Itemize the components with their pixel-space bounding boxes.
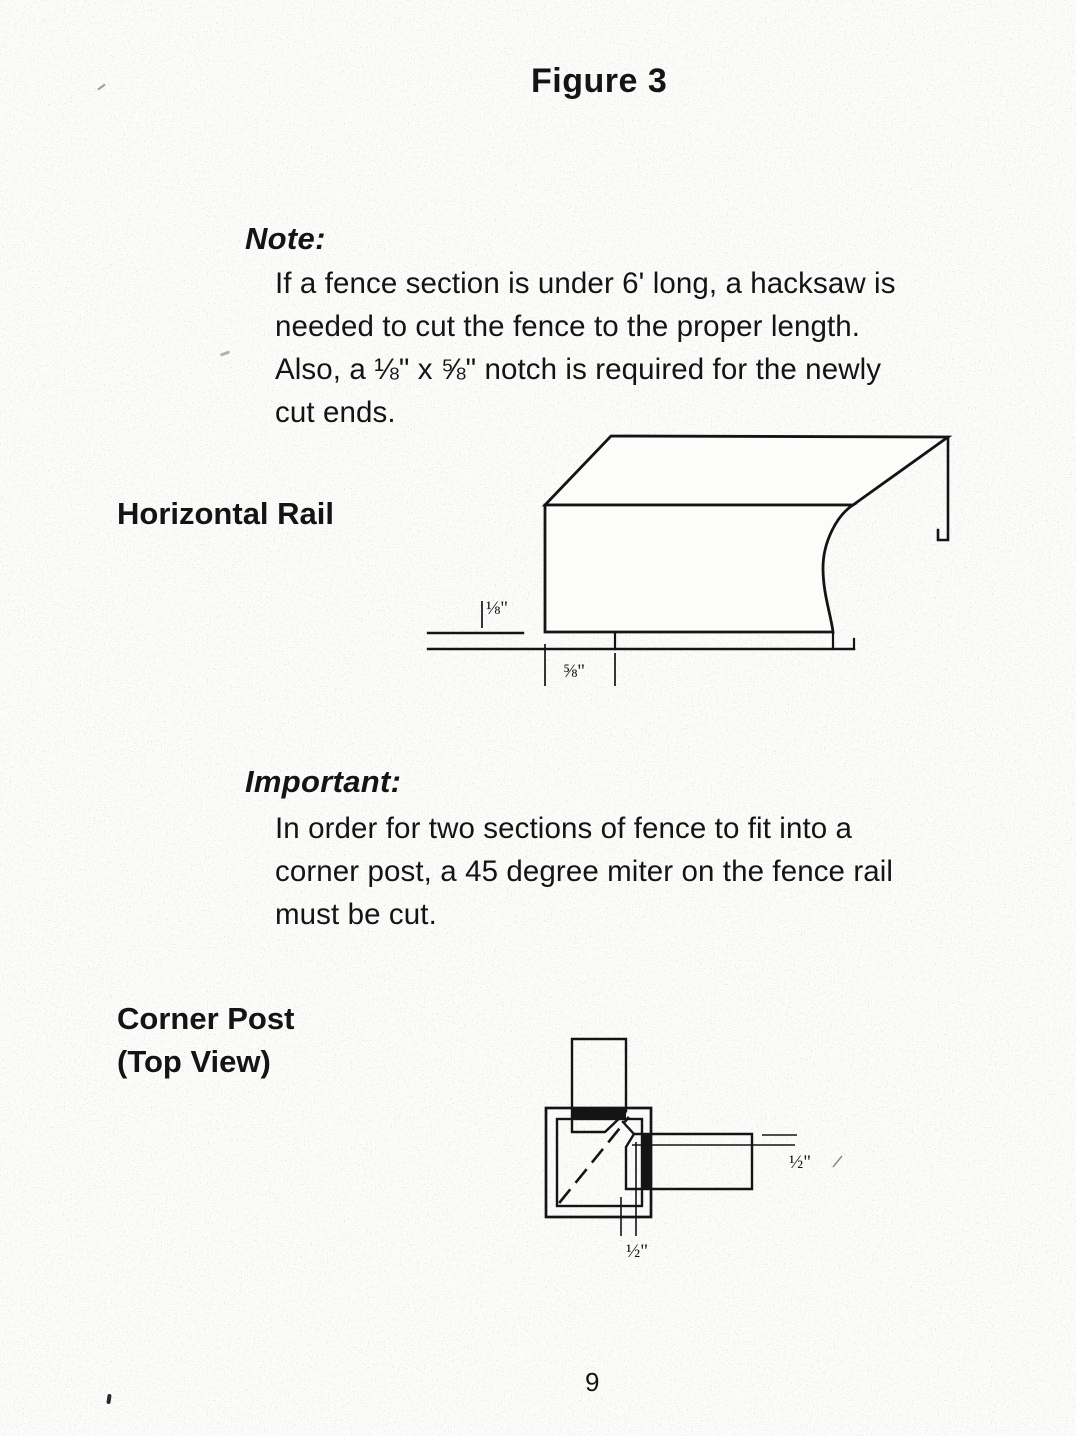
scan-speck (106, 1394, 111, 1404)
stray-scan-mark (833, 1156, 842, 1167)
important-paragraph (275, 807, 893, 936)
scan-speck (97, 84, 106, 91)
note-line: cut ends. (275, 396, 396, 429)
corner-post-outline (546, 1039, 752, 1217)
rail-front-face (545, 505, 853, 632)
figure-title: Figure 3 (531, 62, 668, 100)
important-line: In order for two sections of fence to fit into a (275, 812, 853, 845)
dim-label-bottom: ½" (626, 1241, 649, 1262)
right-wall-notch-fill (642, 1134, 651, 1189)
horizontal-rail-diagram (410, 420, 980, 700)
note-line: If a fence section is under 6' long, a hacksaw is (275, 267, 896, 300)
page-number: 9 (585, 1367, 600, 1397)
corner-post-diagram (500, 1025, 920, 1270)
note-paragraph (275, 262, 896, 434)
scan-speck (220, 350, 230, 356)
rail-top-face (545, 436, 948, 505)
corner-post-label-line2: (Top View) (117, 1044, 271, 1079)
dim-label-right: ½" (789, 1152, 812, 1173)
horizontal-rail-label: Horizontal Rail (117, 496, 335, 531)
dim-label-notch-depth: ⅛" (486, 598, 509, 619)
important-line: must be cut. (275, 898, 437, 931)
corner-post-label (117, 997, 294, 1083)
note-heading: Note: (245, 221, 326, 256)
important-line: corner post, a 45 degree miter on the fence rail (275, 855, 894, 888)
important-heading: Important: (245, 764, 402, 799)
miter-joint-dashed-line (560, 1118, 628, 1202)
note-line: Also, a ⅛" x ⅝" notch is required for the newly (275, 353, 882, 386)
dim-label-notch-length: ⅝" (563, 661, 586, 682)
corner-post-label-line1: Corner Post (117, 1001, 295, 1036)
rail-far-edge-hook (938, 437, 948, 540)
note-line: needed to cut the fence to the proper length. (275, 310, 861, 343)
top-wall-notch-fill (571, 1108, 626, 1119)
